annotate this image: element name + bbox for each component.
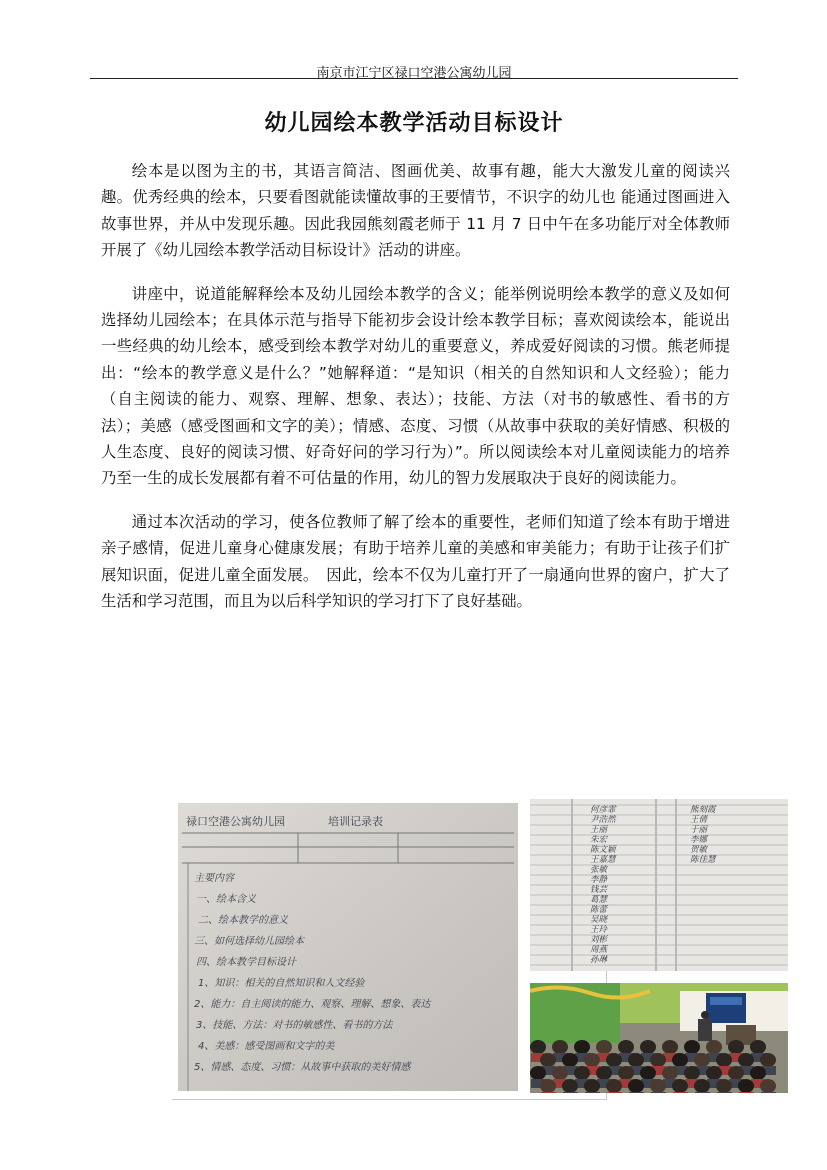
- notes-line: 4、美感：感受图画和文字的美: [198, 1041, 335, 1052]
- attendee-name: 王嘉慧: [590, 855, 616, 865]
- attendee-name: 陈文颖: [590, 845, 616, 855]
- attendee-name: 李娜: [690, 835, 708, 845]
- attendee-name: 钱芸: [590, 885, 608, 895]
- notes-line: 二、绘本教学的意义: [198, 915, 288, 926]
- attendee-name: 吴晓: [590, 915, 608, 925]
- attendee-name: 孙琳: [590, 955, 608, 965]
- document-body: [101, 158, 730, 632]
- photo-lecture-room: [530, 983, 788, 1093]
- paragraph-intro: 绘本是以图为主的书，其语言简洁、图画优美、故事有趣，能大大激发儿童的阅读兴趣。优秀经典的绘本，只要看图就能读懂故事的王要情节，不识字的幼儿也 能通过图画进入故事世界，并从中发现乐趣。因此我园熊刻霞老师于 11 月 7 日中午在多功能厅对全体教师开展了《幼儿园绘本教学活动目标设计》活动的讲座。: [101, 162, 730, 260]
- attendee-name: 刘彬: [590, 935, 608, 945]
- attendee-name: 张敏: [590, 865, 608, 875]
- photo-attendance-list: [530, 799, 788, 971]
- header-rule: [90, 78, 738, 79]
- notes-line: 一、绘本含义: [196, 894, 256, 905]
- paragraph-lecture: 讲座中，说道能解释绘本及幼儿园绘本教学的含义；能举例说明绘本教学的意义及如何选择幼儿园绘本；在具体示范与指导下能初步会设计绘本教学目标；喜欢阅读绘本，能说出一些经典的幼儿绘本，感受到绘本教学对幼儿的重要意义，养成爱好阅读的习惯。熊老师提出：“绘本的教学意义是什么？”她解释道：“是知识（相关的自然知识和人文经验）；能力（自主阅读的能力、观察、理解、想象、表达）；技能、方法（对书的敏感性、看书的方法）；美感（感受图画和文字的美）；情感、态度、习惯（从故事中获取的美好情感、积极的人生态度、良好的阅读习惯、好奇好问的学习行为）”。所以阅读绘本对儿童阅读能力的培养乃至一生的成长发展都有着不可估量的作用，幼儿的智力发展取决于良好的阅读能力。: [101, 284, 730, 488]
- paragraph-conclusion: 通过本次活动的学习，使各位教师了解了绘本的重要性，老师们知道了绘本有助于增进亲子感情，促进儿童身心健康发展；有助于培养儿童的美感和审美能力；有助于让孩子们扩展知识面，促进儿童全面发展。 因此，绘本不仅为儿童打开了一扇通向世界的窗户，扩大了生活和学习范围，而且为以后科学知识的学习打下了良好基础。: [101, 512, 730, 611]
- notes-line: 三、如何选择幼儿园绘本: [194, 936, 304, 947]
- notes-line: 主要内容: [194, 873, 234, 884]
- attendee-name: 尹浩然: [590, 815, 616, 825]
- page-header: 南京市江宁区禄口空港公寓幼儿园: [316, 66, 512, 81]
- notes-line: 5、情感、态度、习惯：从故事中获取的美好情感: [194, 1062, 411, 1073]
- notes-subtitle: 培训记录表: [328, 815, 383, 828]
- attendee-name: 贺敏: [690, 845, 708, 855]
- notes-line: 四、绘本教学目标设计: [196, 957, 296, 968]
- attendee-name: 陈佳慧: [690, 855, 716, 865]
- notes-heading: 禄口空港公寓幼儿园: [186, 815, 285, 828]
- photo-collage: [172, 799, 716, 1099]
- document-title: 幼儿园绘本教学活动目标设计: [264, 110, 564, 136]
- attendee-name: 于丽: [690, 825, 708, 835]
- attendee-name: 陈蕾: [590, 905, 608, 915]
- attendee-name: 葛慧: [590, 895, 608, 905]
- attendee-name: 王玲: [590, 925, 608, 935]
- attendee-name: 何彦霏: [590, 805, 616, 815]
- notes-line: 1、知识：相关的自然知识和人文经验: [198, 978, 365, 989]
- attendee-name: 王倩: [690, 815, 708, 825]
- notes-line: 2、能力：自主阅读的能力、观察、理解、想象、表达: [194, 999, 431, 1010]
- attendee-name: 李静: [590, 875, 608, 885]
- attendee-name: 周燕: [590, 945, 608, 955]
- photo-training-notes: [178, 803, 518, 1091]
- notes-line: 3、技能、方法：对书的敏感性、看书的方法: [196, 1020, 393, 1031]
- attendee-name: 熊刻霞: [690, 805, 716, 815]
- attendee-name: 王丽: [590, 825, 608, 835]
- attendee-name: 朱宏: [590, 835, 608, 845]
